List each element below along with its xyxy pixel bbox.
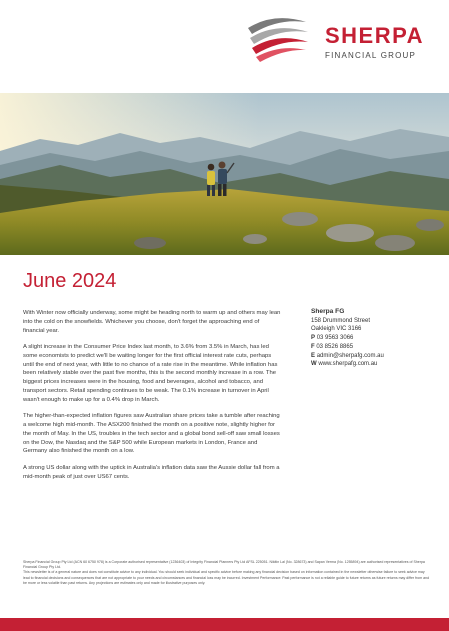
article-paragraph: A slight increase in the Consumer Price Index last month, to 3.6% from 3.5% in March, has led some economists to predict we'll be waiting longer for the first official interest rate cuts, perhaps until the end of next year, with little to no chance of a rate rise in the meantime. While inflation has been relatively stable over the past five months, this is the second monthly increase in a row. The biggest prices increases were in the housing, food and beverages, alcohol and tobacco, and transport sectors. Retail spending continues to be weak. The 0.1% increase in turnover in April wasn't enough to make up for a 0.4% drop in March. <box>23 343 278 403</box>
contact-phone[interactable]: 03 9563 3066 <box>316 335 354 342</box>
hero-image <box>0 93 449 255</box>
contact-block <box>311 308 441 369</box>
email-label: E <box>311 352 316 359</box>
brand-tagline: FINANCIAL GROUP <box>325 51 417 60</box>
contact-email-row <box>311 352 441 361</box>
disclaimer <box>23 560 431 586</box>
web-label: W <box>311 361 317 368</box>
phone-label: P <box>311 335 316 342</box>
contact-suburb: Oakleigh VIC 3166 <box>311 326 362 333</box>
contact-email-link[interactable]: admin@sherpafg.com.au <box>316 352 384 359</box>
article-body <box>23 309 281 489</box>
article-paragraph: The higher-than-expected inflation figures saw Australian share prices take a tumble after reaching a welcome high mid-month. The ASX200 finished the month on a positive note, slightly higher for the month of May. In the US, troubles in the tech sector and a global bond sell-off saw small losses on the Dow, the Nasdaq and the S&P 500 while European markets in London, France and Germany also finished the month on a low. <box>23 413 280 455</box>
contact-name: Sherpa FG <box>311 308 345 315</box>
contact-fax: 03 8526 8865 <box>316 343 354 350</box>
brand-name: SHERPA <box>325 23 425 48</box>
disclaimer-paragraph: This newsletter is of a general nature and does not constitute advice to any individual. You should seek individual and specific advice before making any financial decision based on information contained in the newsletter otherwise failure to seek advice may lead to financial decisions and consequences that are not appropriate to your needs and circumstances and financial loss may be incurred. Investment Performance: Past performance is not a reliable guide to future returns as future returns may differ from and be more or less volatile than past returns. Any projections are estimates only and made for illustrative purposes only. <box>23 570 430 585</box>
contact-fax-row <box>311 343 441 352</box>
page-title: June 2024 <box>23 270 117 292</box>
contact-street: 158 Drummond Street <box>311 317 371 324</box>
sherpa-logo-icon <box>244 14 310 62</box>
article-paragraph: A strong US dollar along with the uptick in Australia's inflation data saw the Aussie dollar fall from a mid-month peak of just over US67 cents. <box>23 464 280 480</box>
disclaimer-paragraph: Sherpa Financial Group Pty Ltd (ACN 60 6750 978) is a Corporate authorised representative (1236403) of Integrity Financial Planners Pty Ltd AFSL 225051. Nikitin Lal (No. 328673) and Sapan Verma (No. 1255894) are authorised representatives of Sherpa Financial Group Pty Ltd. <box>23 560 425 570</box>
fax-label: F <box>311 343 315 350</box>
contact-phone-row <box>311 334 441 343</box>
footer-bar <box>0 618 449 631</box>
contact-web-link[interactable]: www.sherpafg.com.au <box>318 361 378 368</box>
article-paragraph: With Winter now officially underway, some might be heading north to warm up and others may lean into the cold on the snowfields. Whichever you choose, don't forget the approaching end of financial year. <box>23 310 281 334</box>
contact-web-row <box>311 360 441 369</box>
